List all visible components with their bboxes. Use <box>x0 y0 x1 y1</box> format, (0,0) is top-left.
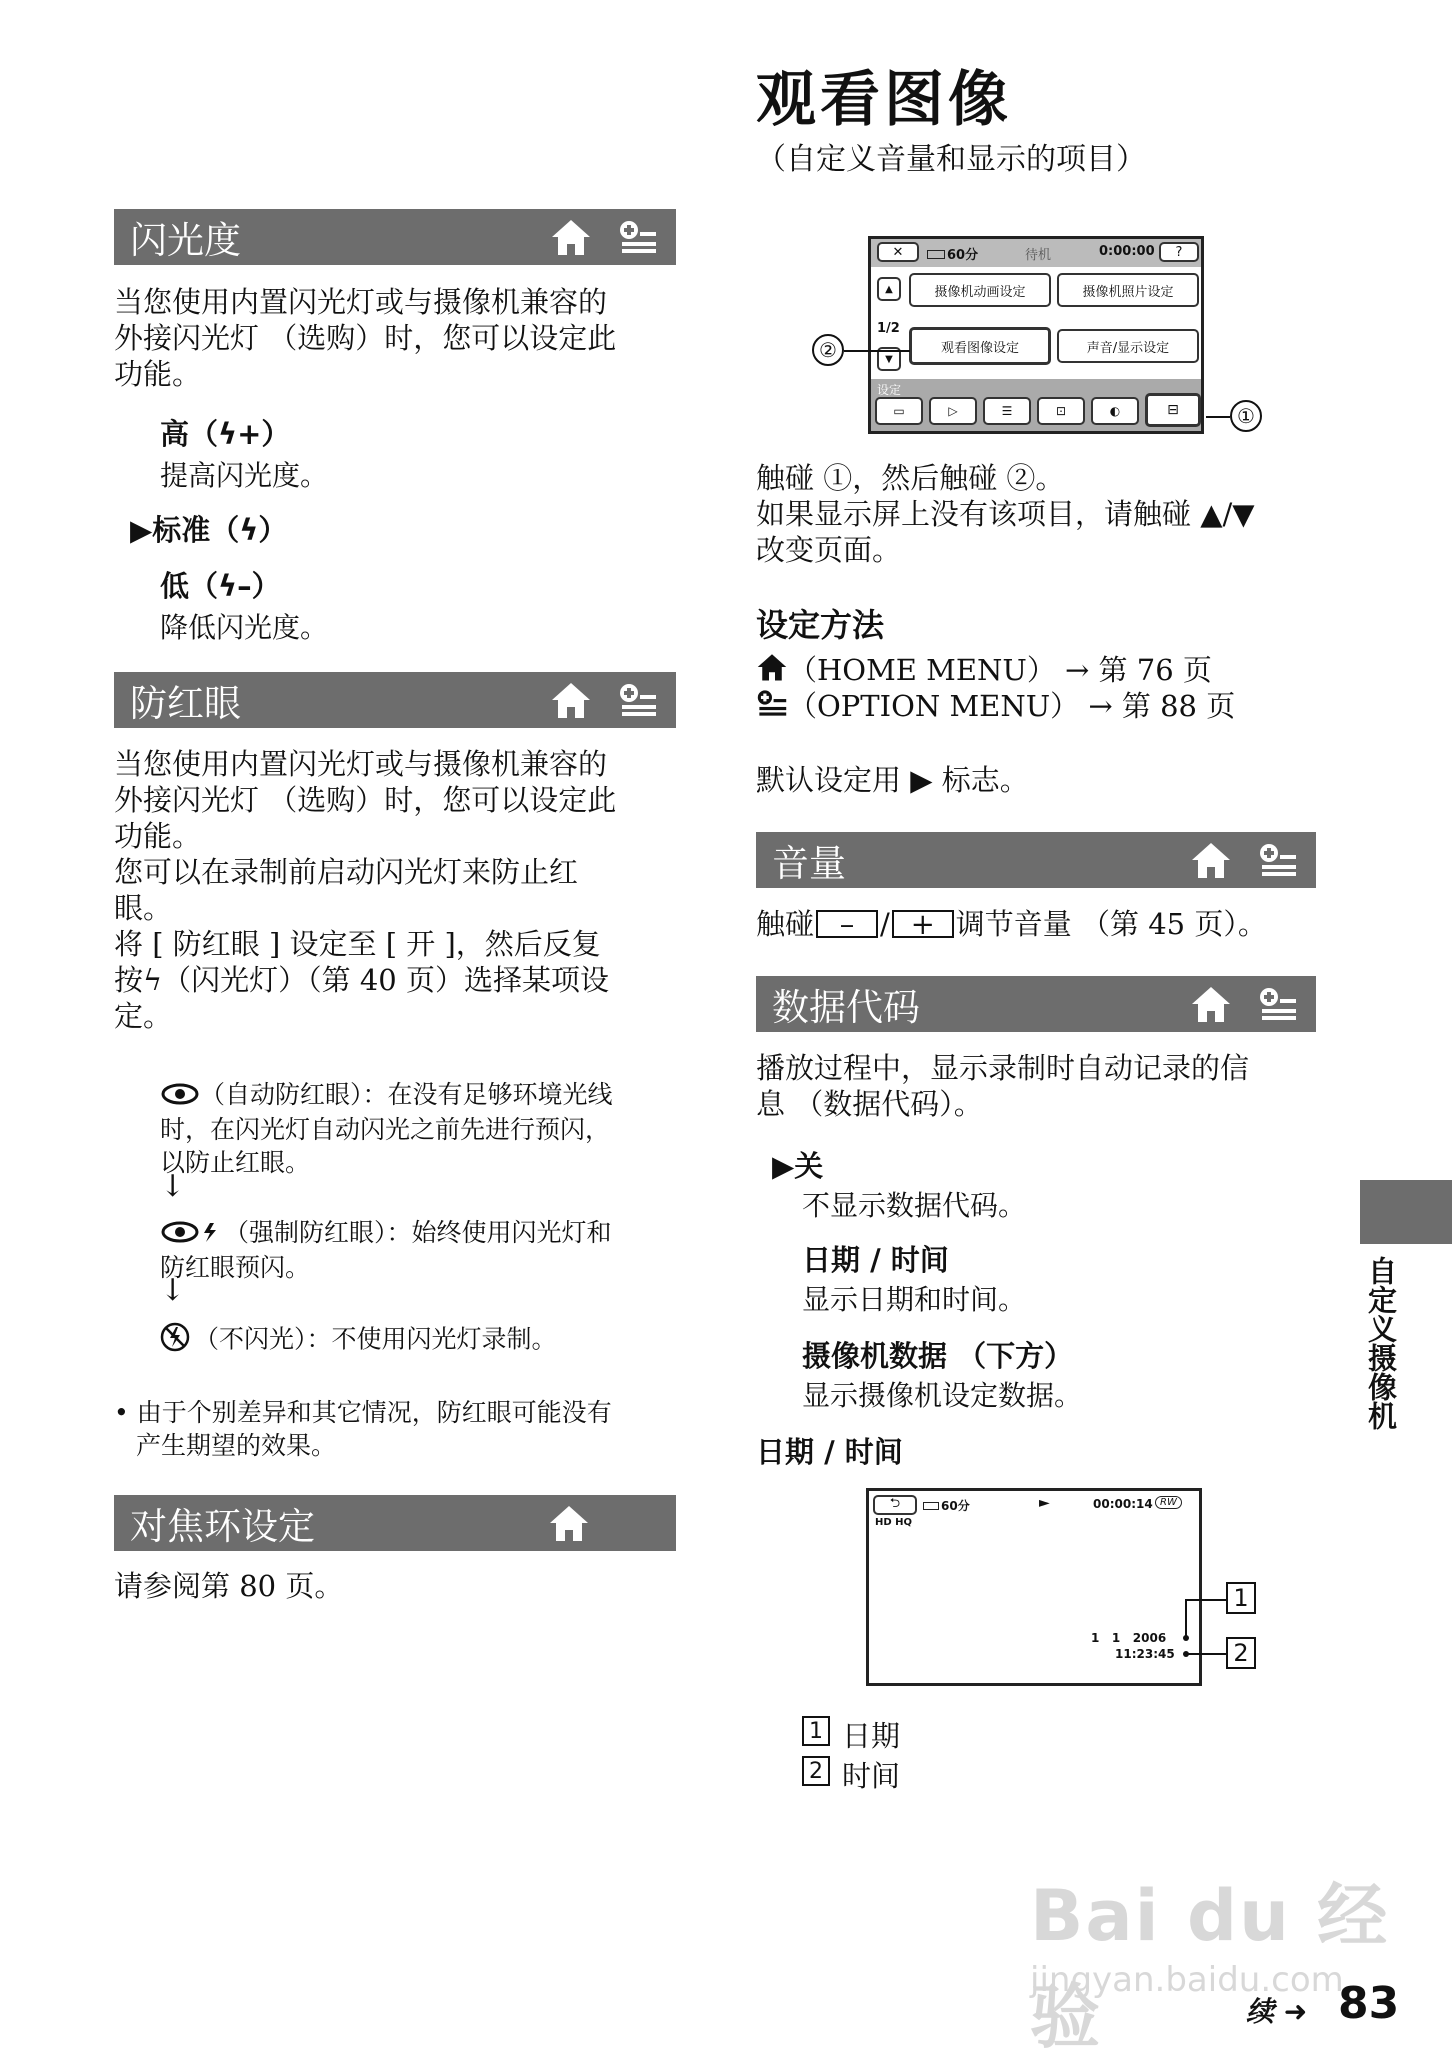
text-line: 您可以在录制前启动闪光灯来防止红 <box>114 855 579 889</box>
text-line: 眼。 <box>114 891 173 925</box>
tab-list[interactable]: ☰ <box>983 397 1031 425</box>
text-line: 外接闪光灯 （选购）时，您可以设定此 <box>114 783 617 817</box>
play-indicator: ► <box>1039 1495 1050 1511</box>
auto-red-eye-desc <box>160 1078 613 1179</box>
red-eye-header <box>114 672 676 728</box>
battery-text: 60分 <box>941 1499 970 1513</box>
home-menu-icon <box>550 217 592 257</box>
option-menu-ref <box>756 688 1235 724</box>
text-line: 防红眼预闪。 <box>160 1253 311 1282</box>
seq-arrow-1: ↓ <box>160 1169 186 1204</box>
chapter-tab-label: 自定义摄像机 <box>1364 1256 1398 1430</box>
text-line: 将 [ 防红眼 ] 设定至 [ 开 ]，然后反复 <box>114 927 601 961</box>
legend-text-2: 时间 <box>842 1759 901 1793</box>
flash-low-label: 低（ϟ–） <box>160 569 281 603</box>
text-line: • 由于个别差异和其它情况，防红眼可能没有 <box>114 1398 612 1427</box>
data-code-camera-desc: 显示摄像机设定数据。 <box>802 1379 1083 1412</box>
text-line: 触碰 <box>756 907 815 941</box>
home-menu-icon <box>550 680 592 720</box>
option-menu-icon <box>618 218 658 256</box>
date-readout: 1 1 2006 <box>1091 1631 1167 1645</box>
text-line: 时，在闪光灯自动闪光之前先进行预闪， <box>160 1115 611 1144</box>
back-button[interactable]: ⮌ <box>873 1495 917 1515</box>
data-code-camera-label: 摄像机数据 （下方） <box>802 1339 1074 1373</box>
page-up-button[interactable]: ▲ <box>877 277 901 301</box>
page-down-button[interactable]: ▼ <box>877 347 901 371</box>
instructions <box>756 460 1255 568</box>
focus-ring-desc: 请参阅第 80 页。 <box>114 1569 344 1603</box>
text-line: 如果显示屏上没有该项目，请触碰 ▲/▼ <box>756 497 1255 531</box>
text-line: 功能。 <box>114 357 202 391</box>
method-title: 设定方法 <box>756 606 885 644</box>
red-eye-desc <box>114 746 616 1034</box>
volume-desc <box>756 906 1267 942</box>
volume-title: 音量 <box>772 842 846 885</box>
option-menu-icon <box>1258 841 1298 879</box>
battery-icon <box>923 1502 939 1510</box>
callout-line-2 <box>844 350 910 352</box>
callout-box-1: 1 <box>1226 1582 1256 1614</box>
status-text: 待机 <box>1025 248 1052 263</box>
quality-badge: HD HQ <box>875 1517 913 1528</box>
tab-movie[interactable]: ▭ <box>875 397 923 425</box>
playback-counter: 00:00:14 <box>1093 1497 1153 1511</box>
data-code-title: 数据代码 <box>772 986 920 1029</box>
flash-normal-label: ▶标准（ϟ） <box>130 513 288 547</box>
flash-low-desc: 降低闪光度。 <box>160 611 329 644</box>
forced-red-eye-desc <box>160 1216 612 1284</box>
text-line: （不闪光）：不使用闪光灯录制。 <box>194 1324 557 1354</box>
page-indicator: 1/2 <box>877 321 900 336</box>
continued-label <box>1246 1990 1307 2030</box>
close-button[interactable]: ✕ <box>877 242 919 262</box>
focus-ring-header <box>114 1495 676 1551</box>
volume-minus-button[interactable]: – <box>816 910 878 938</box>
camera-movie-settings-button[interactable]: 摄像机动画设定 <box>909 273 1051 307</box>
flash-high-label: 高（ϟ+） <box>160 417 291 451</box>
default-note: 默认设定用 ▶ 标志。 <box>756 763 1029 797</box>
text-line: 改变页面。 <box>756 533 902 567</box>
text-line: 定。 <box>114 999 173 1033</box>
battery-indicator <box>923 1497 970 1514</box>
continued-text: 续 <box>1246 1995 1275 2028</box>
setting-label: 设定 <box>877 383 902 397</box>
flash-level-header <box>114 209 676 265</box>
tab-output[interactable]: ⊡ <box>1037 397 1085 425</box>
data-code-datetime-desc: 显示日期和时间。 <box>802 1283 1027 1316</box>
legend-text-1: 日期 <box>842 1719 901 1753</box>
home-menu-icon <box>548 1503 590 1543</box>
no-flash-desc <box>160 1322 557 1360</box>
seq-arrow-2: ↓ <box>160 1273 186 1308</box>
flash-high-desc: 提高闪光度。 <box>160 459 329 492</box>
text-line: （HOME MENU） → 第 76 页 <box>788 653 1212 687</box>
text-line: （强制防红眼）：始终使用闪光灯和 <box>224 1218 612 1247</box>
text-line: 播放过程中，显示录制时自动记录的信 <box>756 1051 1250 1085</box>
text-line: 当您使用内置闪光灯或与摄像机兼容的 <box>114 747 608 781</box>
text-line: 功能。 <box>114 819 202 853</box>
red-eye-title: 防红眼 <box>130 682 241 725</box>
data-code-desc <box>756 1050 1249 1122</box>
data-code-off-desc: 不显示数据代码。 <box>802 1189 1027 1222</box>
camera-photo-settings-button[interactable]: 摄像机照片设定 <box>1057 273 1199 307</box>
help-button[interactable]: ? <box>1159 242 1199 262</box>
callout-box-2: 2 <box>1226 1637 1256 1669</box>
red-eye-note <box>114 1396 612 1462</box>
callout-1: ① <box>1230 400 1262 432</box>
flash-level-desc <box>114 284 616 392</box>
option-menu-icon <box>618 681 658 719</box>
data-code-off-label: ▶关 <box>772 1149 824 1183</box>
text-line: 息 （数据代码）。 <box>756 1087 983 1121</box>
volume-header <box>756 832 1316 888</box>
home-menu-icon <box>1190 984 1232 1024</box>
datetime-title: 日期 / 时间 <box>756 1435 903 1469</box>
eye-icon <box>160 1080 200 1113</box>
tab-play[interactable]: ▷ <box>929 397 977 425</box>
time-readout: 11:23:45 <box>1115 1647 1175 1661</box>
playback-screen <box>866 1488 1202 1686</box>
text-line: 调节音量 （第 45 页）。 <box>955 907 1267 941</box>
home-icon <box>756 652 788 682</box>
callout-line-1 <box>1206 416 1230 418</box>
settings-screen <box>868 236 1204 434</box>
battery-indicator <box>927 244 978 263</box>
legend-num-2: 2 <box>802 1756 830 1786</box>
tab-settings-toolbox[interactable]: ⊟ <box>1145 393 1201 427</box>
battery-text: 60分 <box>947 248 979 263</box>
callout-lines <box>1180 1590 1228 1670</box>
text-line: 触碰 ①，然后触碰 ②。 <box>756 461 1065 495</box>
text-line: 按ϟ（闪光灯）（第 40 页）选择某项设 <box>114 963 609 997</box>
no-flash-icon <box>160 1322 194 1360</box>
data-code-datetime-label: 日期 / 时间 <box>802 1243 949 1277</box>
option-icon <box>756 688 788 718</box>
page-number: 83 <box>1338 1978 1400 2029</box>
home-menu-icon <box>1190 840 1232 880</box>
page-subtitle: （自定义音量和显示的项目） <box>756 142 1146 177</box>
page-title: 观看图像 <box>756 65 1012 135</box>
battery-icon <box>927 250 945 259</box>
legend-num-1: 1 <box>802 1716 830 1746</box>
view-image-settings-button[interactable]: 观看图像设定 <box>909 327 1051 365</box>
media-badge: RW <box>1155 1496 1182 1509</box>
option-menu-icon <box>1258 985 1298 1023</box>
data-code-header <box>756 976 1316 1032</box>
sound-display-settings-button[interactable]: 声音/显示设定 <box>1057 329 1199 363</box>
home-menu-ref <box>756 652 1212 688</box>
text-line: 以防止红眼。 <box>160 1148 311 1177</box>
text-line: 产生期望的效果。 <box>136 1431 337 1460</box>
watermark-url: jingyan.baidu.com <box>1030 1960 1344 2000</box>
watermark-logo: Bai du 经验 <box>1030 1875 1390 2058</box>
volume-plus-button[interactable]: + <box>892 910 954 938</box>
tab-disc[interactable]: ◐ <box>1091 397 1139 425</box>
focus-ring-title: 对焦环设定 <box>130 1505 315 1548</box>
time-counter: 0:00:00 <box>1099 244 1155 259</box>
text-line: / <box>880 907 890 941</box>
arrow-right-icon: ➜ <box>1283 1995 1308 2028</box>
flash-level-title: 闪光度 <box>130 219 241 262</box>
text-line: （OPTION MENU） → 第 88 页 <box>788 689 1236 723</box>
text-line: 当您使用内置闪光灯或与摄像机兼容的 <box>114 285 608 319</box>
chapter-tab <box>1360 1180 1452 1244</box>
text-line: 外接闪光灯 （选购）时，您可以设定此 <box>114 321 617 355</box>
callout-2: ② <box>812 334 844 366</box>
eye-flash-icon <box>160 1218 224 1251</box>
text-line: （自动防红眼）：在没有足够环境光线 <box>200 1080 613 1109</box>
